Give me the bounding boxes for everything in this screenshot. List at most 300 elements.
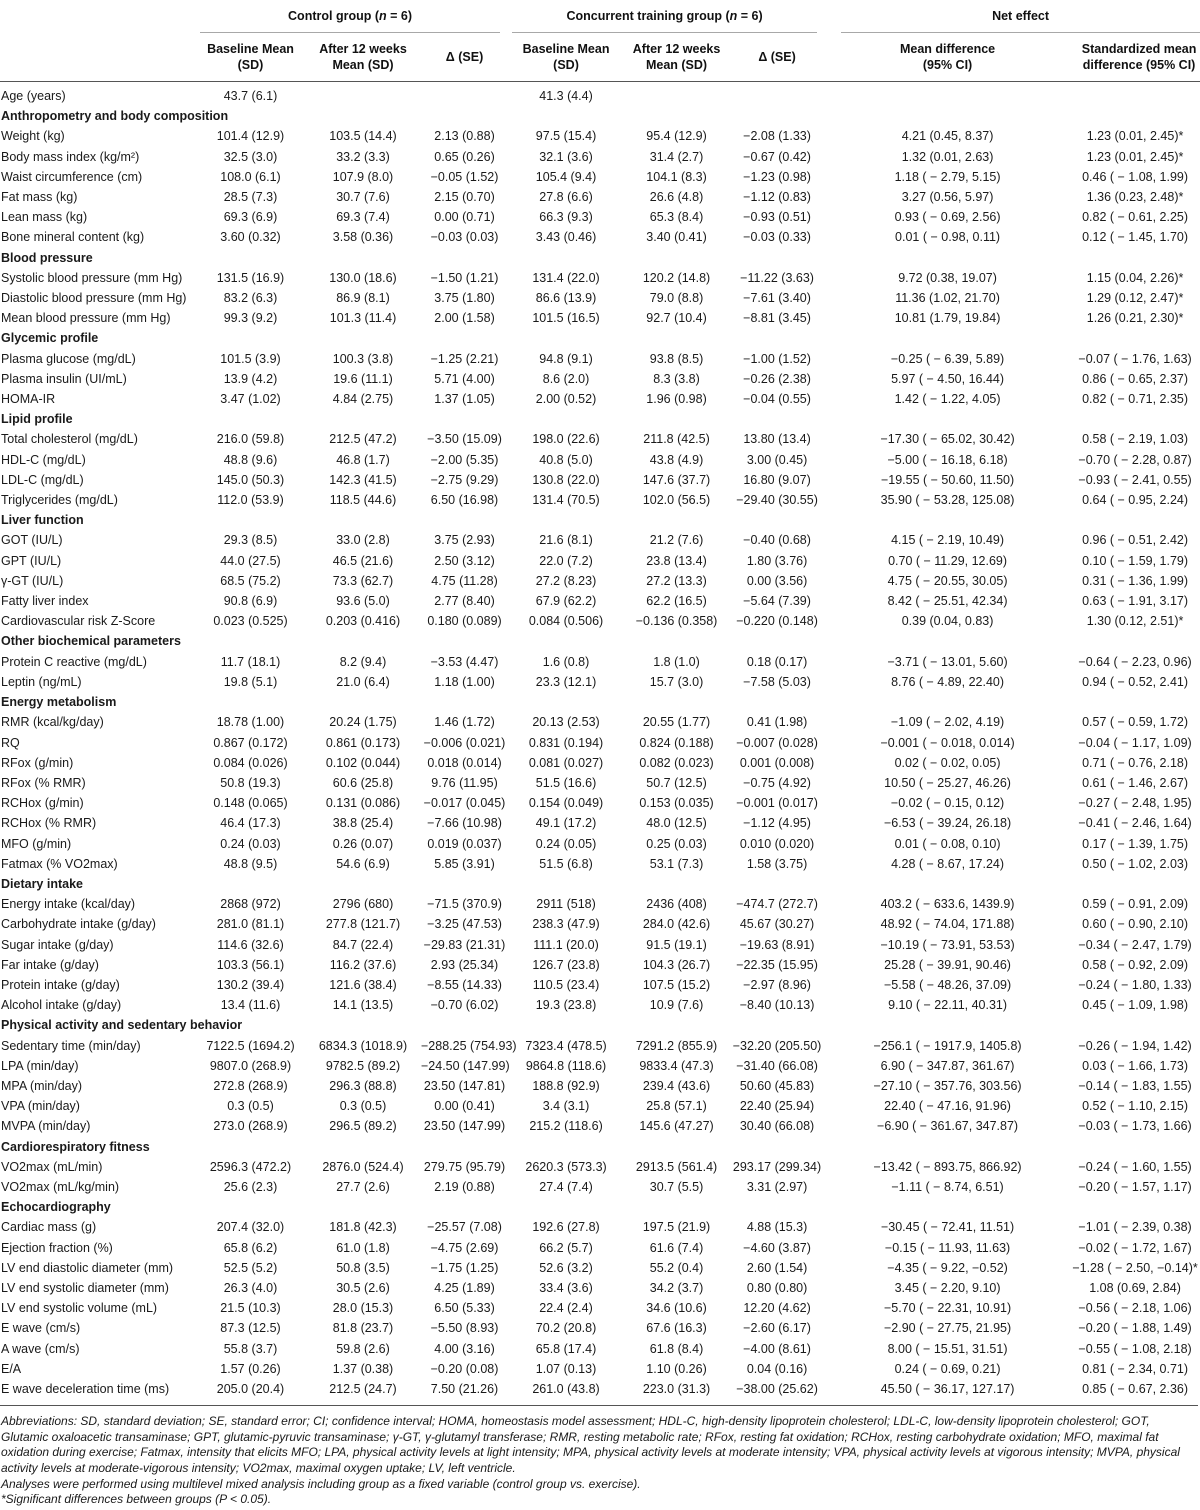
table-row bbox=[0, 349, 1200, 369]
row-label: RCHox (g/min) bbox=[1, 796, 84, 811]
cell: 2913.5 (561.4) bbox=[635, 1159, 718, 1174]
group-header-row bbox=[0, 0, 1200, 33]
cell: 1.07 (0.13) bbox=[535, 1361, 597, 1376]
cell: 19.3 (23.8) bbox=[535, 998, 597, 1013]
cell: 4.21 (0.45, 8.37) bbox=[901, 129, 994, 144]
cell: 272.8 (268.9) bbox=[213, 1078, 288, 1093]
cell: −0.27 ( − 2.48, 1.95) bbox=[1078, 796, 1192, 811]
table-body bbox=[0, 82, 1200, 1400]
cell: 8.42 ( − 25.51, 42.34) bbox=[887, 594, 1008, 609]
section-title: Physical activity and sedentary behavior bbox=[1, 1018, 243, 1033]
cell: 18.78 (1.00) bbox=[216, 715, 285, 730]
cell: 8.6 (2.0) bbox=[542, 371, 590, 386]
row-label: E wave deceleration time (ms) bbox=[1, 1382, 170, 1396]
cell: −0.03 (0.03) bbox=[430, 230, 499, 245]
cell: 403.2 ( − 633.6, 1439.9) bbox=[880, 897, 1015, 912]
cell: 6.50 (5.33) bbox=[434, 1301, 495, 1316]
cell: 0.86 ( − 0.65, 2.37) bbox=[1082, 371, 1189, 386]
cell: −0.05 (1.52) bbox=[430, 169, 499, 184]
cell: 4.75 ( − 20.55, 30.05) bbox=[887, 573, 1008, 588]
row-label: LDL-C (mg/dL) bbox=[1, 472, 84, 487]
cell: 8.3 (3.8) bbox=[653, 371, 700, 386]
cell: 130.8 (22.0) bbox=[532, 472, 600, 487]
cell: 2.15 (0.70) bbox=[434, 190, 495, 205]
net-effect-header: Net effect bbox=[825, 0, 1200, 33]
cell: 0.61 ( − 1.46, 2.67) bbox=[1082, 775, 1189, 790]
cell: −0.24 ( − 1.60, 1.55) bbox=[1078, 1159, 1192, 1174]
cell: 91.5 (19.1) bbox=[646, 937, 707, 952]
table-row bbox=[0, 227, 1200, 247]
cell: 1.37 (0.38) bbox=[332, 1361, 394, 1376]
cell: 0.00 (3.56) bbox=[746, 573, 808, 588]
cell: 90.8 (6.9) bbox=[223, 594, 278, 609]
cell: 30.7 (5.5) bbox=[649, 1179, 704, 1194]
cell: 61.6 (7.4) bbox=[649, 1240, 704, 1255]
cell: 0.861 (0.173) bbox=[325, 735, 401, 750]
row-label: Diastolic blood pressure (mm Hg) bbox=[1, 291, 187, 306]
cell: 0.148 (0.065) bbox=[213, 796, 288, 811]
cell: 28.5 (7.3) bbox=[223, 190, 278, 205]
cell: −2.08 (1.33) bbox=[743, 129, 811, 144]
cell: 97.5 (15.4) bbox=[535, 129, 597, 144]
row-label: Plasma glucose (mg/dL) bbox=[1, 351, 136, 366]
row-label: γ-GT (IU/L) bbox=[1, 573, 64, 588]
cell: 20.55 (1.77) bbox=[642, 715, 711, 730]
cell: 103.5 (14.4) bbox=[329, 129, 397, 144]
cell: 101.4 (12.9) bbox=[216, 129, 285, 144]
cell: 4.88 (15.3) bbox=[746, 1220, 808, 1235]
cell: 9864.8 (118.6) bbox=[525, 1058, 607, 1073]
cell: −11.22 (3.63) bbox=[740, 270, 814, 285]
cell: 111.1 (20.0) bbox=[533, 937, 599, 952]
cell: 281.0 (81.1) bbox=[216, 917, 285, 932]
table-row bbox=[0, 308, 1200, 328]
row-label: RCHox (% RMR) bbox=[1, 816, 97, 831]
cell: 33.0 (2.8) bbox=[336, 533, 390, 548]
cell: 2911 (518) bbox=[536, 897, 596, 912]
col-training-delta: Δ (SE) bbox=[729, 33, 825, 82]
cell: −7.58 (5.03) bbox=[743, 674, 811, 689]
cell: 65.8 (17.4) bbox=[535, 1341, 597, 1356]
cell: −22.35 (15.95) bbox=[736, 957, 818, 972]
cell: 13.9 (4.2) bbox=[223, 371, 278, 386]
cell: 103.3 (56.1) bbox=[216, 957, 285, 972]
cell: −5.70 ( − 22.31, 10.91) bbox=[883, 1301, 1012, 1316]
cell: −71.5 (370.9) bbox=[427, 897, 502, 912]
cell: 142.3 (41.5) bbox=[329, 472, 397, 487]
cell: 50.8 (19.3) bbox=[220, 775, 281, 790]
cell: 1.42 ( − 1.22, 4.05) bbox=[894, 392, 1001, 407]
cell: 116.2 (37.6) bbox=[329, 957, 397, 972]
cell: 4.15 ( − 2.19, 10.49) bbox=[891, 533, 1005, 548]
cell: 69.3 (7.4) bbox=[336, 210, 390, 225]
row-label: HOMA-IR bbox=[1, 392, 56, 407]
cell: 45.50 ( − 36.17, 127.17) bbox=[880, 1382, 1015, 1396]
table-row bbox=[0, 1157, 1200, 1177]
table-row bbox=[0, 995, 1200, 1015]
cell: 50.60 (45.83) bbox=[739, 1078, 815, 1093]
cell: 62.2 (16.5) bbox=[646, 594, 707, 609]
cell: 0.81 ( − 2.34, 0.71) bbox=[1082, 1361, 1189, 1376]
row-label: Bone mineral content (kg) bbox=[1, 230, 145, 245]
table-row bbox=[0, 147, 1200, 167]
row-label: HDL-C (mg/dL) bbox=[1, 452, 86, 467]
cell: −1.12 (4.95) bbox=[743, 816, 811, 831]
col-control-after: After 12 weeks Mean (SD) bbox=[305, 33, 421, 82]
column-header-row bbox=[0, 33, 1200, 82]
cell: 104.3 (26.7) bbox=[642, 957, 711, 972]
cell: 60.6 (25.8) bbox=[332, 775, 394, 790]
cell: 126.7 (23.8) bbox=[532, 957, 600, 972]
cell: 46.5 (21.6) bbox=[332, 553, 394, 568]
cell: −5.00 ( − 16.18, 6.18) bbox=[887, 452, 1008, 467]
cell: −4.00 (8.61) bbox=[743, 1341, 811, 1356]
cell: 26.3 (4.0) bbox=[223, 1280, 278, 1295]
cell: 0.180 (0.089) bbox=[427, 614, 502, 629]
cell: 3.27 (0.56, 5.97) bbox=[901, 190, 994, 205]
cell: 30.7 (7.6) bbox=[336, 190, 390, 205]
cell: −0.04 ( − 1.17, 1.09) bbox=[1078, 735, 1192, 750]
row-label: VPA (min/day) bbox=[1, 1099, 80, 1114]
col-training-baseline: Baseline Mean (SD) bbox=[508, 33, 624, 82]
cell: −0.07 ( − 1.76, 1.63) bbox=[1078, 351, 1192, 366]
cell: −0.24 ( − 1.80, 1.33) bbox=[1078, 977, 1192, 992]
cell: −3.71 ( − 13.01, 5.60) bbox=[887, 654, 1008, 669]
cell: 1.32 (0.01, 2.63) bbox=[901, 149, 994, 164]
table-row bbox=[0, 389, 1200, 409]
cell: 65.3 (8.4) bbox=[649, 210, 704, 225]
cell: −288.25 (754.93) bbox=[421, 1038, 517, 1053]
cell: −0.40 (0.68) bbox=[743, 533, 811, 548]
cell: 14.1 (13.5) bbox=[332, 998, 394, 1013]
cell: −0.20 (0.08) bbox=[430, 1361, 499, 1376]
cell: 0.17 ( − 1.39, 1.75) bbox=[1082, 836, 1189, 851]
cell: 61.8 (8.4) bbox=[649, 1341, 704, 1356]
section-header-row bbox=[0, 510, 1200, 530]
cell: 23.3 (12.1) bbox=[535, 674, 597, 689]
table-row bbox=[0, 1318, 1200, 1338]
cell: 2.13 (0.88) bbox=[434, 129, 495, 144]
cell: 44.0 (27.5) bbox=[220, 553, 281, 568]
table-row bbox=[0, 1359, 1200, 1379]
cell: −0.70 (6.02) bbox=[430, 998, 499, 1013]
cell: 1.96 (0.98) bbox=[646, 392, 707, 407]
cell: 25.28 ( − 39.91, 90.46) bbox=[884, 957, 1011, 972]
cell: −0.04 (0.55) bbox=[743, 392, 811, 407]
cell: 1.26 (0.21, 2.30)* bbox=[1086, 311, 1184, 326]
table-row bbox=[0, 490, 1200, 510]
cell: 55.8 (3.7) bbox=[223, 1341, 278, 1356]
section-header-row bbox=[0, 631, 1200, 651]
section-header-row bbox=[0, 1015, 1200, 1035]
cell: 41.3 (4.4) bbox=[539, 89, 593, 103]
cell: −4.60 (3.87) bbox=[743, 1240, 811, 1255]
table-row bbox=[0, 854, 1200, 874]
cell: 1.30 (0.12, 2.51)* bbox=[1086, 614, 1184, 629]
cell: 279.75 (95.79) bbox=[423, 1159, 506, 1174]
cell: 0.102 (0.044) bbox=[325, 755, 401, 770]
table-row bbox=[0, 712, 1200, 732]
cell: 29.3 (8.5) bbox=[223, 533, 278, 548]
row-label: MVPA (min/day) bbox=[1, 1119, 91, 1134]
cell: 8.76 ( − 4.89, 22.40) bbox=[891, 674, 1005, 689]
cell: 0.01 ( − 0.98, 0.11) bbox=[895, 230, 1001, 245]
cell: 3.60 (0.32) bbox=[220, 230, 281, 245]
cell: 68.5 (75.2) bbox=[220, 573, 281, 588]
cell: 3.40 (0.41) bbox=[646, 230, 707, 245]
cell: 21.5 (10.3) bbox=[220, 1301, 281, 1316]
cell: 100.3 (3.8) bbox=[332, 351, 394, 366]
cell: 7.50 (21.26) bbox=[430, 1382, 499, 1396]
cell: 101.5 (16.5) bbox=[532, 311, 600, 326]
cell: 2876.0 (524.4) bbox=[322, 1159, 404, 1174]
cell: −17.30 ( − 65.02, 30.42) bbox=[880, 432, 1015, 447]
cell: −0.15 ( − 11.93, 11.63) bbox=[884, 1240, 1011, 1255]
cell: 4.28 ( − 8.67, 17.24) bbox=[891, 856, 1005, 871]
cell: 1.23 (0.01, 2.45)* bbox=[1086, 149, 1184, 164]
cell: 9807.0 (268.9) bbox=[209, 1058, 292, 1073]
cell: 28.0 (15.3) bbox=[332, 1301, 394, 1316]
cell: 0.18 (0.17) bbox=[746, 654, 808, 669]
cell: 50.8 (3.5) bbox=[336, 1260, 390, 1275]
cell: −0.001 ( − 0.018, 0.014) bbox=[880, 735, 1015, 750]
cell: 145.6 (47.27) bbox=[639, 1119, 714, 1134]
cell: 81.8 (23.7) bbox=[332, 1321, 394, 1336]
cell: 27.2 (13.3) bbox=[646, 573, 707, 588]
cell: 69.3 (6.9) bbox=[223, 210, 278, 225]
row-label: RFox (% RMR) bbox=[1, 775, 86, 790]
cell: 293.17 (299.34) bbox=[732, 1159, 822, 1174]
cell: 197.5 (21.9) bbox=[642, 1220, 711, 1235]
cell: 0.023 (0.525) bbox=[213, 614, 288, 629]
cell: 1.80 (3.76) bbox=[746, 553, 808, 568]
row-label: Ejection fraction (%) bbox=[1, 1240, 113, 1255]
cell: 1.18 ( − 2.79, 5.15) bbox=[894, 169, 1001, 184]
cell: 0.64 ( − 0.95, 2.24) bbox=[1082, 493, 1189, 508]
cell: 3.75 (1.80) bbox=[434, 291, 495, 306]
cell: 7122.5 (1694.2) bbox=[206, 1038, 295, 1053]
row-label: LV end systolic diameter (mm) bbox=[1, 1280, 169, 1295]
section-header-row bbox=[0, 1137, 1200, 1157]
cell: −2.97 (8.96) bbox=[743, 977, 811, 992]
cell: 9.76 (11.95) bbox=[431, 775, 498, 790]
cell: 20.24 (1.75) bbox=[329, 715, 397, 730]
cell: 16.80 (9.07) bbox=[743, 472, 811, 487]
cell: 3.45 ( − 2.20, 9.10) bbox=[894, 1280, 1001, 1295]
cell: −0.007 (0.028) bbox=[736, 735, 818, 750]
cell: −32.20 (205.50) bbox=[732, 1038, 822, 1053]
cell: 110.5 (23.4) bbox=[532, 977, 600, 992]
cell: 86.9 (8.1) bbox=[336, 291, 390, 306]
cell: 2868 (972) bbox=[220, 897, 281, 912]
cell: −8.40 (10.13) bbox=[739, 998, 815, 1013]
cell: 79.0 (8.8) bbox=[649, 291, 704, 306]
cell: 93.6 (5.0) bbox=[336, 594, 390, 609]
cell: 21.0 (6.4) bbox=[336, 674, 390, 689]
row-label: Plasma insulin (UI/mL) bbox=[1, 371, 127, 386]
cell: 46.4 (17.3) bbox=[220, 816, 281, 831]
section-header-row bbox=[0, 409, 1200, 429]
table-row bbox=[0, 611, 1200, 631]
section-title: Lipid profile bbox=[1, 412, 73, 427]
cell: −1.50 (1.21) bbox=[430, 270, 499, 285]
cell: 147.6 (37.7) bbox=[642, 472, 711, 487]
table-row bbox=[0, 551, 1200, 571]
cell: 9782.5 (89.2) bbox=[325, 1058, 401, 1073]
cell: 1.08 (0.69, 2.84) bbox=[1089, 1280, 1181, 1295]
row-label: Cardiac mass (g) bbox=[1, 1220, 97, 1235]
cell: 216.0 (59.8) bbox=[216, 432, 285, 447]
row-label: Energy intake (kcal/day) bbox=[1, 897, 136, 912]
cell: 0.203 (0.416) bbox=[325, 614, 401, 629]
table-row bbox=[0, 1076, 1200, 1096]
cell: 0.154 (0.049) bbox=[528, 796, 604, 811]
cell: 0.02 ( − 0.02, 0.05) bbox=[894, 755, 1001, 770]
cell: 1.37 (1.05) bbox=[434, 392, 495, 407]
col-control-delta: Δ (SE) bbox=[421, 33, 508, 82]
cell: −0.14 ( − 1.83, 1.55) bbox=[1078, 1078, 1192, 1093]
cell: −0.26 (2.38) bbox=[743, 371, 811, 386]
cell: −2.75 (9.29) bbox=[430, 472, 499, 487]
cell: 53.1 (7.3) bbox=[649, 856, 704, 871]
cell: 12.20 (4.62) bbox=[743, 1301, 811, 1316]
section-title: Blood pressure bbox=[1, 250, 93, 265]
cell: −19.63 (8.91) bbox=[739, 937, 815, 952]
cell: 0.85 ( − 0.67, 2.36) bbox=[1082, 1382, 1189, 1396]
table-row bbox=[0, 167, 1200, 187]
table-row bbox=[0, 369, 1200, 389]
cell: −1.12 (0.83) bbox=[743, 190, 811, 205]
cell: 23.50 (147.81) bbox=[423, 1078, 506, 1093]
cell: 55.2 (0.4) bbox=[649, 1260, 704, 1275]
row-label: MFO (g/min) bbox=[1, 836, 72, 851]
cell: 30.40 (66.08) bbox=[739, 1119, 815, 1134]
cell: 4.25 (1.89) bbox=[434, 1280, 495, 1295]
cell: 0.39 (0.04, 0.83) bbox=[901, 614, 994, 629]
cell: −25.57 (7.08) bbox=[427, 1220, 502, 1235]
row-label: MPA (min/day) bbox=[1, 1078, 83, 1093]
section-header-row bbox=[0, 692, 1200, 712]
cell: −10.19 ( − 73.91, 53.53) bbox=[880, 937, 1015, 952]
section-title: Echocardiography bbox=[1, 1200, 111, 1215]
cell: 145.0 (50.3) bbox=[216, 472, 285, 487]
cell: 40.8 (5.0) bbox=[539, 452, 593, 467]
row-label: Alcohol intake (g/day) bbox=[1, 998, 122, 1013]
cell: −1.75 (1.25) bbox=[430, 1260, 499, 1275]
cell: 102.0 (56.5) bbox=[642, 493, 711, 508]
cell: 26.6 (4.8) bbox=[649, 190, 704, 205]
row-label: A wave (cm/s) bbox=[1, 1341, 80, 1356]
section-header-row bbox=[0, 248, 1200, 268]
cell: 50.7 (12.5) bbox=[646, 775, 707, 790]
cell: 0.084 (0.506) bbox=[528, 614, 604, 629]
cell: 27.4 (7.4) bbox=[539, 1179, 593, 1194]
table-row bbox=[0, 1177, 1200, 1197]
cell: 0.46 ( − 1.08, 1.99) bbox=[1082, 169, 1189, 184]
cell: 131.4 (22.0) bbox=[532, 270, 600, 285]
cell: −3.50 (15.09) bbox=[427, 432, 502, 447]
cell: 284.0 (42.6) bbox=[642, 917, 711, 932]
cell: 0.3 (0.5) bbox=[227, 1099, 274, 1114]
cell: 0.31 ( − 1.36, 1.99) bbox=[1082, 573, 1189, 588]
cell: −8.81 (3.45) bbox=[743, 311, 811, 326]
cell: 192.6 (27.8) bbox=[532, 1220, 600, 1235]
cell: 0.52 ( − 1.10, 2.15) bbox=[1082, 1099, 1189, 1114]
row-label: Fat mass (kg) bbox=[1, 190, 78, 205]
cell: 130.0 (18.6) bbox=[329, 270, 397, 285]
table-row bbox=[0, 571, 1200, 591]
cell: 0.93 ( − 0.69, 2.56) bbox=[894, 210, 1001, 225]
cell: −1.09 ( − 2.02, 4.19) bbox=[890, 715, 1005, 730]
cell: 61.0 (1.8) bbox=[336, 1240, 390, 1255]
cell: −5.64 (7.39) bbox=[743, 594, 811, 609]
section-header-row bbox=[0, 106, 1200, 126]
cell: 0.63 ( − 1.91, 3.17) bbox=[1082, 594, 1189, 609]
cell: 23.50 (147.99) bbox=[423, 1119, 506, 1134]
cell: 0.58 ( − 2.19, 1.03) bbox=[1082, 432, 1189, 447]
cell: 30.5 (2.6) bbox=[336, 1280, 390, 1295]
table-row bbox=[0, 1379, 1200, 1399]
cell: −2.00 (5.35) bbox=[430, 452, 499, 467]
cell: 0.12 ( − 1.45, 1.70) bbox=[1082, 230, 1189, 245]
cell: −2.60 (6.17) bbox=[743, 1321, 811, 1336]
cell: 11.36 (1.02, 21.70) bbox=[895, 291, 1000, 306]
cell: 49.1 (17.2) bbox=[535, 816, 597, 831]
cell: −19.55 ( − 50.60, 11.50) bbox=[880, 472, 1015, 487]
cell: 6.50 (16.98) bbox=[430, 493, 499, 508]
row-label: LV end diastolic diameter (mm) bbox=[1, 1260, 174, 1275]
cell: 5.97 ( − 4.50, 16.44) bbox=[891, 371, 1005, 386]
cell: 223.0 (31.3) bbox=[642, 1382, 711, 1396]
cell: 1.23 (0.01, 2.45)* bbox=[1086, 129, 1184, 144]
cell: 0.25 (0.03) bbox=[646, 836, 707, 851]
cell: 2.60 (1.54) bbox=[746, 1260, 808, 1275]
cell: 261.0 (43.8) bbox=[532, 1382, 600, 1396]
row-label: Age (years) bbox=[1, 89, 66, 103]
col-standardized-difference: Standardized mean difference (95% CI) bbox=[1070, 33, 1200, 82]
cell: −24.50 (147.99) bbox=[421, 1058, 510, 1073]
section-title: Energy metabolism bbox=[1, 695, 117, 710]
cell: 21.6 (8.1) bbox=[539, 533, 593, 548]
cell: 0.59 ( − 0.91, 2.09) bbox=[1082, 897, 1189, 912]
cell: 48.92 ( − 74.04, 171.88) bbox=[880, 917, 1015, 932]
cell: 22.40 ( − 47.16, 91.96) bbox=[884, 1099, 1011, 1114]
cell: 0.019 (0.037) bbox=[427, 836, 502, 851]
cell: 296.3 (88.8) bbox=[329, 1078, 397, 1093]
cell: 22.40 (25.94) bbox=[739, 1099, 815, 1114]
col-training-after: After 12 weeks Mean (SD) bbox=[624, 33, 729, 82]
table-row bbox=[0, 813, 1200, 833]
cell: 87.3 (12.5) bbox=[220, 1321, 281, 1336]
cell: 23.8 (13.4) bbox=[646, 553, 707, 568]
cell: −256.1 ( − 1917.9, 1405.8) bbox=[873, 1038, 1022, 1053]
cell: 9.72 (0.38, 19.07) bbox=[898, 270, 997, 285]
cell: 35.90 ( − 53.28, 125.08) bbox=[880, 493, 1015, 508]
cell: 19.8 (5.1) bbox=[223, 674, 278, 689]
cell: 3.31 (2.97) bbox=[746, 1179, 808, 1194]
table-row bbox=[0, 935, 1200, 955]
cell: 0.24 (0.05) bbox=[535, 836, 597, 851]
cell: −0.20 ( − 1.57, 1.17) bbox=[1078, 1179, 1192, 1194]
cell: −0.34 ( − 2.47, 1.79) bbox=[1078, 937, 1192, 952]
cell: 1.15 (0.04, 2.26)* bbox=[1086, 270, 1184, 285]
col-mean-difference: Mean difference (95% CI) bbox=[825, 33, 1070, 82]
cell: 181.8 (42.3) bbox=[329, 1220, 397, 1235]
cell: 212.5 (47.2) bbox=[329, 432, 397, 447]
footnote-analysis: Analyses were performed using multilevel mixed analysis including group as a fixed variable (control group vs. exercise). bbox=[1, 1476, 641, 1491]
cell: 0.24 (0.03) bbox=[220, 836, 281, 851]
table-row bbox=[0, 187, 1200, 207]
